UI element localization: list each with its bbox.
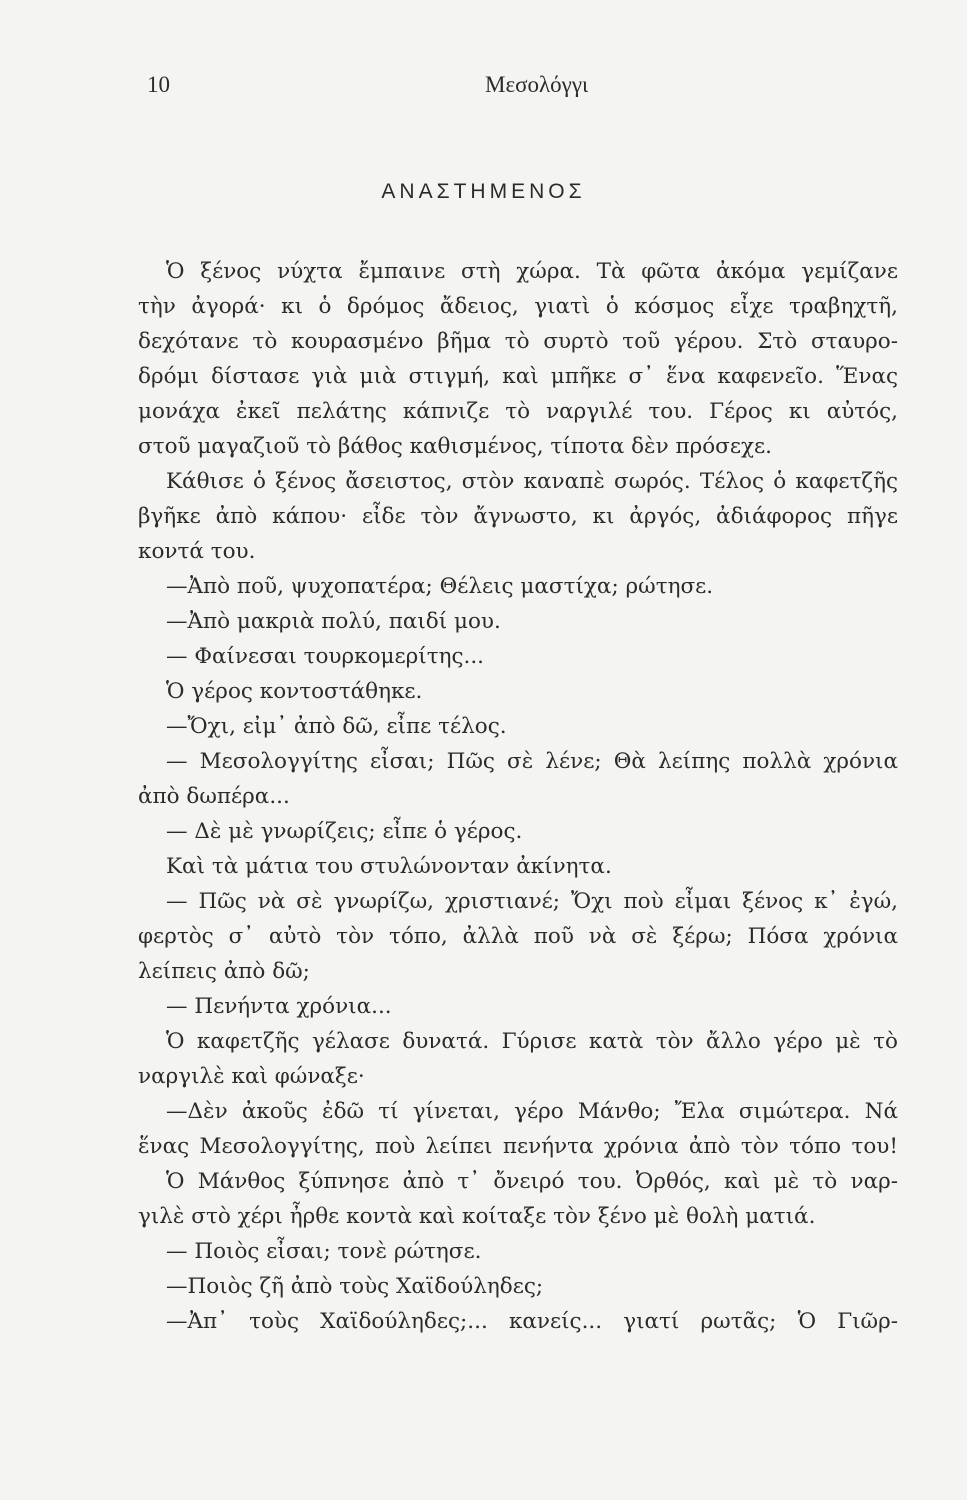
text-line: —Ἀπὸ μακριὰ πολύ, παιδί μου. [166,609,501,634]
text-line: φερτὸς σ᾽ αὐτὸ τὸν τόπο, ἀλλὰ ποῦ νὰ σὲ ξέρω; Πόσα χρόνια [138,924,898,949]
text-line: βγῆκε ἀπὸ κάπου· εἶδε τὸν ἄγνωστο, κι ἀργός, ἀδιάφορος πῆγε [138,504,898,529]
text-line: —Ποιὸς ζῆ ἀπὸ τοὺς Χαϊδούληδες; [166,1274,544,1299]
body-text [138,254,898,1339]
page-header [147,72,707,112]
text-line: — Δὲ μὲ γνωρίζεις; εἶπε ὁ γέρος. [166,819,523,844]
chapter-title: ΑΝΑΣΤΗΜΕΝΟΣ [381,180,586,203]
text-line: Καὶ τὰ μάτια του στυλώνονταν ἀκίνητα. [166,854,612,879]
text-line: γιλὲ στὸ χέρι ἦρθε κοντὰ καὶ κοίταξε τὸν ξένο μὲ θολὴ ματιά. [138,1204,816,1229]
text-line: Ὁ γέρος κοντοστάθηκε. [166,679,423,704]
text-line: μονάχα ἐκεῖ πελάτης κάπνιζε τὸ ναργιλέ του. Γέρος κι αὐτός, [138,399,898,424]
page-number: 10 [147,72,170,97]
text-line: κοντά του. [138,539,256,564]
text-line: ναργιλὲ καὶ φώναξε· [138,1064,365,1089]
text-line: — Ποιὸς εἶσαι; τονὲ ρώτησε. [166,1239,482,1264]
text-line: ἕνας Μεσολογγίτης, ποὺ λείπει πενήντα χρόνια ἀπὸ τὸν τόπο του! [138,1134,898,1159]
text-line: Ὁ Μάνθος ξύπνησε ἀπὸ τ᾽ ὄνειρό του. Ὀρθός, καὶ μὲ τὸ ναρ- [166,1169,898,1194]
text-line: στοῦ μαγαζιοῦ τὸ βάθος καθισμένος, τίποτα δὲν πρόσεχε. [138,434,772,459]
text-line: λείπεις ἀπὸ δῶ; [138,959,310,984]
text-line: Ὁ καφετζῆς γέλασε δυνατά. Γύρισε κατὰ τὸν ἄλλο γέρο μὲ τὸ [166,1029,898,1054]
text-line: —Ἀπ᾽ τοὺς Χαϊδούληδες;... κανείς... γιατί ρωτᾶς; Ὁ Γιῶρ- [166,1309,898,1334]
text-line: — Πενήντα χρόνια... [166,994,392,1019]
text-line: —Δὲν ἀκοῦς ἐδῶ τί γίνεται, γέρο Μάνθο; Ἔλα σιμώτερα. Νά [166,1099,898,1124]
text-line: — Πῶς νὰ σὲ γνωρίζω, χριστιανέ; Ὄχι ποὺ εἶμαι ξένος κ᾽ ἐγώ, [166,889,898,914]
text-line: τὴν ἀγορά· κι ὁ δρόμος ἄδειος, γιατὶ ὁ κόσμος εἶχε τραβηχτῆ, [138,294,898,319]
text-line: —Ἀπὸ ποῦ, ψυχοπατέρα; Θέλεις μαστίχα; ρώτησε. [166,574,714,599]
text-line: ἀπὸ δωπέρα... [138,784,290,809]
text-line: Ὁ ξένος νύχτα ἔμπαινε στὴ χώρα. Τὰ φῶτα ἀκόμα γεμίζανε [166,259,898,284]
running-title: Μεσολόγγι [485,72,589,97]
text-line: —Ὄχι, εἰμ᾽ ἀπὸ δῶ, εἶπε τέλος. [166,714,507,739]
text-line: δεχότανε τὸ κουρασμένο βῆμα τὸ συρτὸ τοῦ γέρου. Στὸ σταυρο- [138,329,898,354]
text-line: δρόμι δίστασε γιὰ μιὰ στιγμή, καὶ μπῆκε σ᾽ ἕνα καφενεῖο. Ἕνας [138,364,898,389]
text-line: — Μεσολογγίτης εἶσαι; Πῶς σὲ λένε; Θὰ λείπης πολλὰ χρόνια [166,749,898,774]
text-line: — Φαίνεσαι τουρκομερίτης... [166,644,485,669]
text-line: Κάθισε ὁ ξένος ἄσειστος, στὸν καναπὲ σωρός. Τέλος ὁ καφετζῆς [166,469,898,494]
